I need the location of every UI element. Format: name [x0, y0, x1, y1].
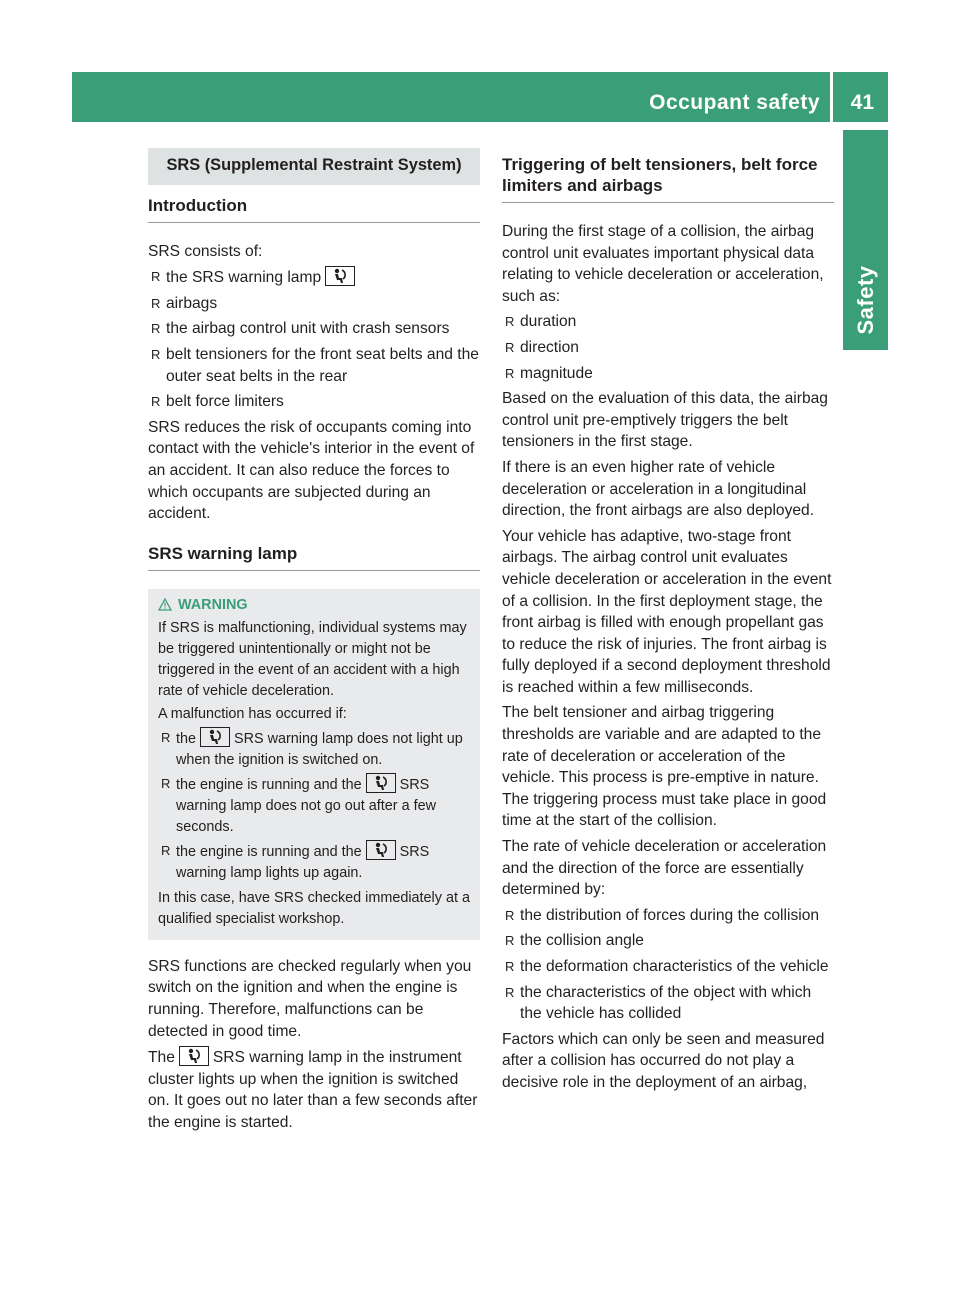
- consists-of-text: SRS consists of:: [148, 242, 263, 260]
- page-header: [72, 72, 888, 122]
- list-item: R the deformation characteristics of the vehicle: [502, 956, 834, 978]
- paragraph: The rate of vehicle deceleration or acceleration and the direction of the force are essentially determined by:: [502, 838, 827, 899]
- list-item: R magnitude: [502, 363, 834, 385]
- srs-warning-lamp-icon: [200, 727, 230, 747]
- paragraph: The belt tensioner and airbag triggering thresholds are variable and are adapted to the rate of deceleration or acceleration of the vehicle. This process is pre-emptive in nature. The triggering process must take place in good time at the start of the collision.: [502, 704, 827, 830]
- list-item: R belt tensioners for the front seat belts and the outer seat belts in the rear: [148, 344, 480, 387]
- list-item: R the distribution of forces during the collision: [502, 905, 834, 927]
- paragraph: Factors which can only be seen and measured after a collision has occurred do not play a decisive role in the deployment of an airbag,: [502, 1030, 825, 1091]
- header-divider: [830, 72, 833, 122]
- list-item-text: the: [176, 730, 197, 747]
- warning-paragraph: A malfunction has occurred if:: [158, 705, 347, 722]
- list-item-text: SRS warning lamp lights up again.: [176, 843, 430, 881]
- list-item-text: SRS warning lamp does not go out after a few seconds.: [176, 776, 436, 835]
- force-factors-list: [502, 905, 834, 1025]
- paragraph: Based on the evaluation of this data, the airbag control unit pre-emptively triggers the belt tensioners in the first stage.: [502, 390, 828, 451]
- list-item: R the characteristics of the object with which the vehicle has collided: [502, 982, 834, 1025]
- list-item: [158, 840, 472, 884]
- list-item: R airbags: [148, 293, 480, 315]
- malfunction-list: [158, 727, 472, 884]
- page-number: 41: [850, 91, 874, 114]
- paragraph-text: The: [148, 1049, 175, 1067]
- lamp-paragraph: [148, 1046, 480, 1133]
- paragraph: Your vehicle has adaptive, two-stage front airbags. The airbag control unit evaluates vehicle deceleration or acceleration in the event of a collision. In the first deployment stage, the front airbag is filled with enough propellant gas to reduce the risk of injuries. The front airbag is fully deployed if a second deployment threshold is reached within a few milliseconds.: [502, 527, 832, 696]
- list-item: R belt force limiters: [148, 391, 480, 413]
- intro-paragraph: SRS reduces the risk of occupants coming into contact with the vehicle's interior in the event of an accident. It can also reduce the forces to which occupants are subjected during an accident.: [148, 418, 475, 523]
- warning-paragraph: In this case, have SRS checked immediately at a qualified specialist workshop.: [158, 889, 470, 927]
- list-item: [158, 727, 472, 771]
- check-paragraph: SRS functions are checked regularly when you switch on the ignition and when the engine is running. Therefore, malfunctions can be detected in good time.: [148, 957, 472, 1040]
- list-item-text: the SRS warning lamp: [166, 269, 322, 287]
- list-item: R direction: [502, 337, 834, 359]
- header-title: Occupant safety: [649, 91, 820, 114]
- introduction-heading: Introduction: [148, 195, 480, 223]
- list-item: R duration: [502, 311, 834, 333]
- section-tab-label: Safety: [853, 265, 878, 335]
- paragraph: During the first stage of a collision, the airbag control unit evaluates important physical data relating to vehicle deceleration or acceleration, such as:: [502, 223, 824, 305]
- srs-warning-lamp-icon: [179, 1046, 209, 1066]
- srs-warning-lamp-icon: [325, 266, 355, 286]
- warning-lamp-heading: SRS warning lamp: [148, 543, 480, 571]
- warning-title: [158, 595, 472, 616]
- warning-box: [148, 589, 480, 940]
- right-column: [502, 148, 834, 1098]
- warning-triangle-icon: [158, 598, 172, 611]
- list-item: [158, 773, 472, 838]
- data-factors-list: [502, 311, 834, 384]
- paragraph: If there is an even higher rate of vehicle deceleration or acceleration in a longitudinal direction, the front airbags are also deployed.: [502, 458, 815, 520]
- srs-warning-lamp-icon: [366, 840, 396, 860]
- section-heading: SRS (Supplemental Restraint System): [148, 148, 480, 185]
- srs-components-list: [148, 266, 480, 413]
- list-item: [148, 266, 480, 289]
- left-column: [148, 148, 480, 1137]
- list-item: R the collision angle: [502, 930, 834, 952]
- warning-title-text: WARNING: [178, 596, 248, 613]
- list-item-text: the engine is running and the: [176, 776, 362, 793]
- srs-warning-lamp-icon: [366, 773, 396, 793]
- list-item-text: the engine is running and the: [176, 843, 362, 860]
- warning-paragraph: If SRS is malfunctioning, individual systems may be triggered unintentionally or might not be triggered in the event of an accident with a high rate of vehicle deceleration.: [158, 619, 467, 699]
- list-item: R the airbag control unit with crash sensors: [148, 318, 480, 340]
- list-item-text: SRS warning lamp does not light up when the ignition is switched on.: [176, 730, 463, 768]
- paragraph-text: SRS warning lamp in the instrument cluster lights up when the ignition is switched on. It goes out no later than a few seconds after the engine is started.: [148, 1049, 478, 1131]
- triggering-heading: Triggering of belt tensioners, belt force limiters and airbags: [502, 154, 834, 203]
